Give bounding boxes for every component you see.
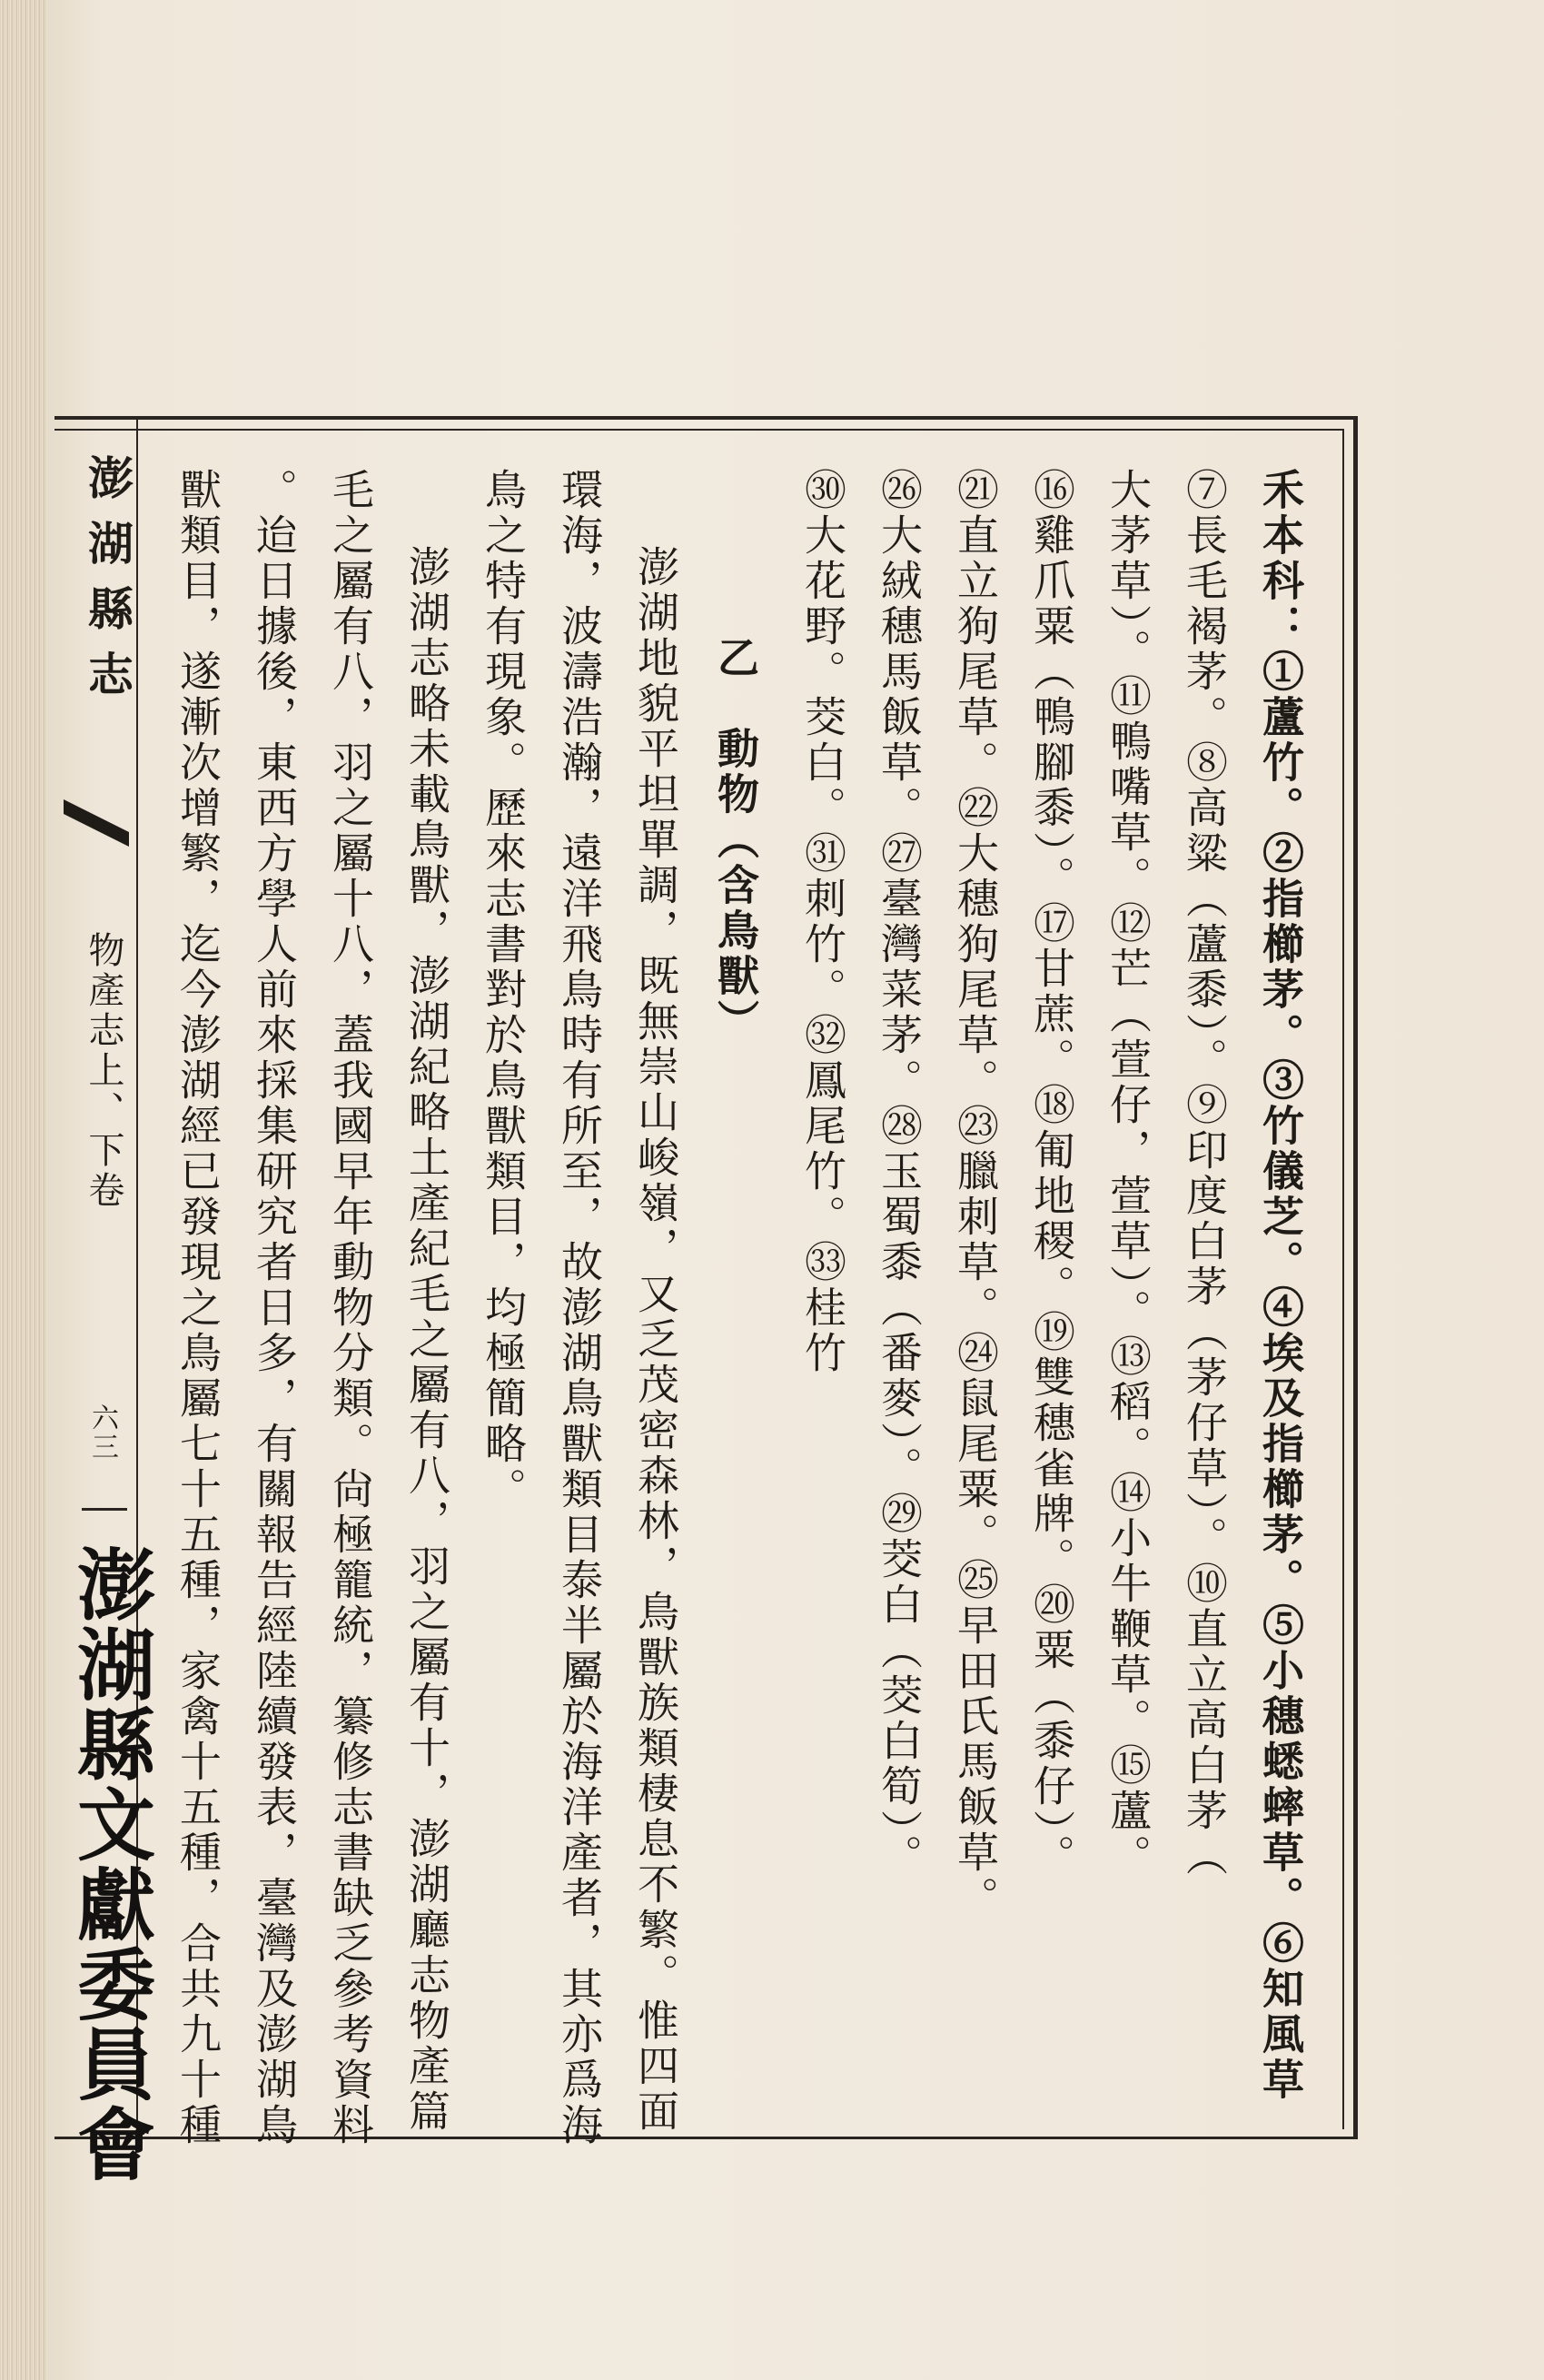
book-title: 澎湖縣志 [81, 454, 134, 716]
text-column-10: 環海，波濤浩瀚，遠洋飛鳥時有所至，故澎湖鳥獸類目泰半屬於海洋產者，其亦爲海 [555, 468, 604, 2148]
section-heading-animals: 乙 動物（含鳥獸） [711, 636, 760, 1045]
text-column-5: ㉑直立狗尾草。㉒大穗狗尾草。㉓臘刺草。㉔鼠尾粟。㉕早田氏馬飯草。 [951, 468, 1000, 1921]
text-column-2: ⑦長毛褐茅。⑧高粱（蘆黍）。⑨印度白茅（茅仔草）。⑩直立高白茅（ [1180, 468, 1229, 1879]
chevron-ornament [60, 790, 133, 863]
frame-top-inner-line [54, 429, 1342, 431]
text-column-9: 澎湖地貌平坦單調，既無崇山峻嶺，又乏茂密森林，鳥獸族類棲息不繁。惟四面 [631, 545, 680, 2135]
chapter-title: 物產志上、下卷 [83, 931, 124, 1211]
publisher-mark: 澎湖縣文獻委員會 [64, 1544, 154, 2184]
text-column-6: ㉖大絨穗馬飯草。㉗臺灣菜茅。㉘玉蜀黍（番麥）。㉙茭白（茭白筍）。 [875, 468, 924, 1879]
text-column-14: 。迨日據後，東西方學人前來採集研究者日多，有關報告經陸續發表，臺灣及澎湖鳥 [250, 468, 299, 2148]
text-column-13: 毛之屬有八，羽之屬十八，蓋我國早年動物分類。尙極籠統，纂修志書缺乏參考資料 [326, 468, 375, 2148]
text-column-7: ㉚大花野。茭白。㉛刺竹。㉜鳳尾竹。㉝桂竹 [798, 468, 847, 1376]
page-number: 六三 [86, 1403, 118, 1462]
text-column-1: 禾本科：①蘆竹。②指櫛茅。③竹儀芝。④埃及指櫛茅。⑤小穗蟋蟀草。⑥知風草 [1256, 468, 1305, 2103]
text-column-3: 大茅草）。⑪鴨嘴草。⑫芒（萱仔，萱草）。⑬稻。⑭小牛鞭草。⑮蘆。 [1104, 468, 1153, 1879]
text-column-12: 澎湖志略未載鳥獸，澎湖紀略土產紀毛之屬有八，羽之屬有十，澎湖廳志物產篇 [402, 545, 451, 2135]
text-column-11: 鳥之特有現象。歷來志書對於鳥獸類目，均極簡略。 [479, 468, 528, 1512]
band-tick [82, 1508, 127, 1511]
text-column-4: ⑯雞爪粟（鴨腳黍）。⑰甘蔗。⑱匍地稷。⑲雙穗雀牌。⑳粟（黍仔）。 [1027, 468, 1076, 1879]
frame-right-inner-line [1342, 429, 1344, 2129]
text-column-15: 獸類目，遂漸次增繁，迄今澎湖經已發現之鳥屬七十五種，家禽十五種，合共九十種 [173, 468, 223, 2148]
book-page-edges [0, 0, 49, 2380]
